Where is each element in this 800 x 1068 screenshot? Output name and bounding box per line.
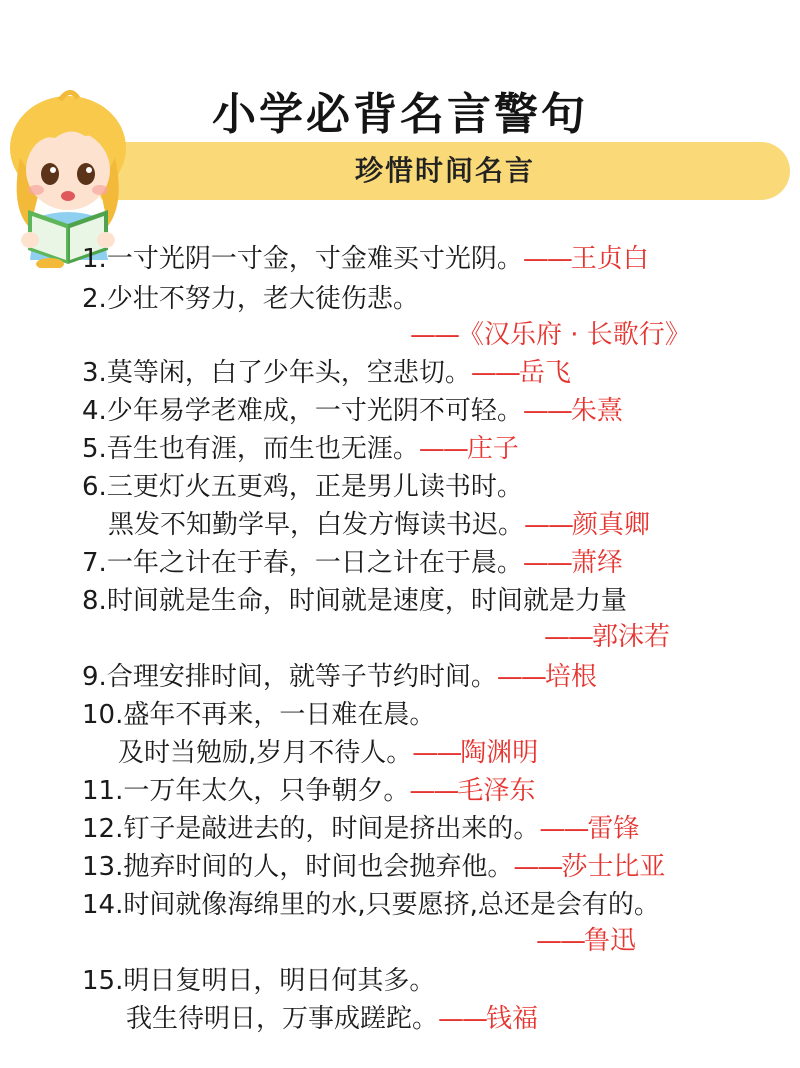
dash: —— [438, 1004, 487, 1034]
quote-text: 时间就像海绵里的水,只要愿挤,总还是会有的。 [123, 890, 660, 920]
quote-line [82, 966, 435, 996]
dash: —— [513, 852, 562, 882]
quote-author-line [544, 622, 670, 652]
quote-number: 1. [82, 244, 107, 274]
quote-number: 11. [82, 776, 124, 806]
quote-line [82, 700, 435, 730]
dash: —— [522, 548, 571, 578]
dash: —— [410, 320, 458, 350]
quote-author: 莎士比亚 [561, 852, 666, 882]
quote-line-continued [108, 510, 650, 540]
quote-number: 13. [82, 852, 124, 882]
quote-author: 鲁迅 [584, 926, 637, 956]
quote-number: 6. [82, 472, 107, 502]
quote-author: 王贞白 [570, 244, 649, 274]
quote-text: 一万年太久，只争朝夕。 [123, 776, 410, 806]
dash: —— [536, 926, 584, 956]
quote-text: 吾生也有涯，而生也无涯。 [106, 434, 419, 464]
quote-number: 10. [82, 700, 124, 730]
quote-text: 黑发不知勤学早，白发方悔读书迟。 [108, 510, 525, 540]
quote-author: 陶渊明 [460, 738, 539, 768]
quote-text: 明日复明日，明日何其多。 [123, 966, 436, 996]
quote-author: 岳飞 [518, 358, 571, 388]
quote-author: 朱熹 [570, 396, 623, 426]
quote-line [82, 244, 649, 274]
quote-number: 15. [82, 966, 124, 996]
quote-number: 12. [82, 814, 124, 844]
quote-number: 5. [82, 434, 107, 464]
quote-number: 2. [82, 284, 107, 314]
section-title: 珍惜时间名言 [354, 154, 535, 187]
quote-text: 合理安排时间，就等子节约时间。 [106, 662, 497, 692]
quote-line [82, 852, 665, 882]
quote-line [82, 662, 597, 692]
quote-author-line [410, 320, 691, 350]
quote-text: 一年之计在于春，一日之计在于晨。 [106, 548, 523, 578]
quote-number: 8. [82, 586, 107, 616]
quote-text: 一寸光阴一寸金，寸金难买寸光阴。 [106, 244, 523, 274]
quote-number: 14. [82, 890, 124, 920]
dash: —— [544, 622, 592, 652]
quote-text: 盛年不再来，一日难在晨。 [123, 700, 436, 730]
quote-text: 三更灯火五更鸡，正是男儿读书时。 [106, 472, 523, 502]
quote-line [82, 890, 660, 920]
quote-line-continued [126, 1004, 538, 1034]
quote-author: 雷锋 [587, 814, 640, 844]
quote-text: 莫等闲，白了少年头，空悲切。 [106, 358, 471, 388]
quote-line [82, 548, 623, 578]
quote-text: 少年易学老难成，一寸光阴不可轻。 [106, 396, 523, 426]
quote-text: 我生待明日，万事成蹉跎。 [126, 1004, 439, 1034]
dash: —— [539, 814, 588, 844]
dash: —— [412, 738, 461, 768]
quote-text: 少壮不努力，老大徒伤悲。 [106, 284, 419, 314]
quote-text: 及时当勉励,岁月不待人。 [118, 738, 413, 768]
quote-author-line [536, 926, 636, 956]
quote-line [82, 472, 523, 502]
dash: —— [470, 358, 519, 388]
quote-author: 培根 [544, 662, 597, 692]
quote-line [82, 284, 419, 314]
quote-author: 钱福 [486, 1004, 539, 1034]
quote-author: 《汉乐府 · 长歌行》 [458, 320, 691, 350]
quote-line-continued [118, 738, 538, 768]
quote-text: 抛弃时间的人，时间也会抛弃他。 [123, 852, 514, 882]
dash: —— [524, 510, 573, 540]
quote-number: 3. [82, 358, 107, 388]
quote-line [82, 396, 623, 426]
quote-number: 7. [82, 548, 107, 578]
quote-line [82, 776, 535, 806]
quote-author: 郭沫若 [592, 622, 671, 652]
page-title: 小学必背名言警句 [212, 89, 588, 140]
quote-author: 萧绎 [570, 548, 623, 578]
quote-author: 庄子 [466, 434, 519, 464]
quote-line [82, 434, 519, 464]
quote-line [82, 358, 571, 388]
quote-text: 时间就是生命，时间就是速度，时间就是力量 [106, 586, 627, 616]
dash: —— [418, 434, 467, 464]
quote-number: 9. [82, 662, 107, 692]
quote-line [82, 814, 639, 844]
quote-author: 颜真卿 [572, 510, 651, 540]
dash: —— [522, 244, 571, 274]
quote-line [82, 586, 627, 616]
dash: —— [522, 396, 571, 426]
dash: —— [409, 776, 458, 806]
quote-text: 钉子是敲进去的，时间是挤出来的。 [123, 814, 540, 844]
quote-number: 4. [82, 396, 107, 426]
quote-author: 毛泽东 [457, 776, 536, 806]
dash: —— [496, 662, 545, 692]
